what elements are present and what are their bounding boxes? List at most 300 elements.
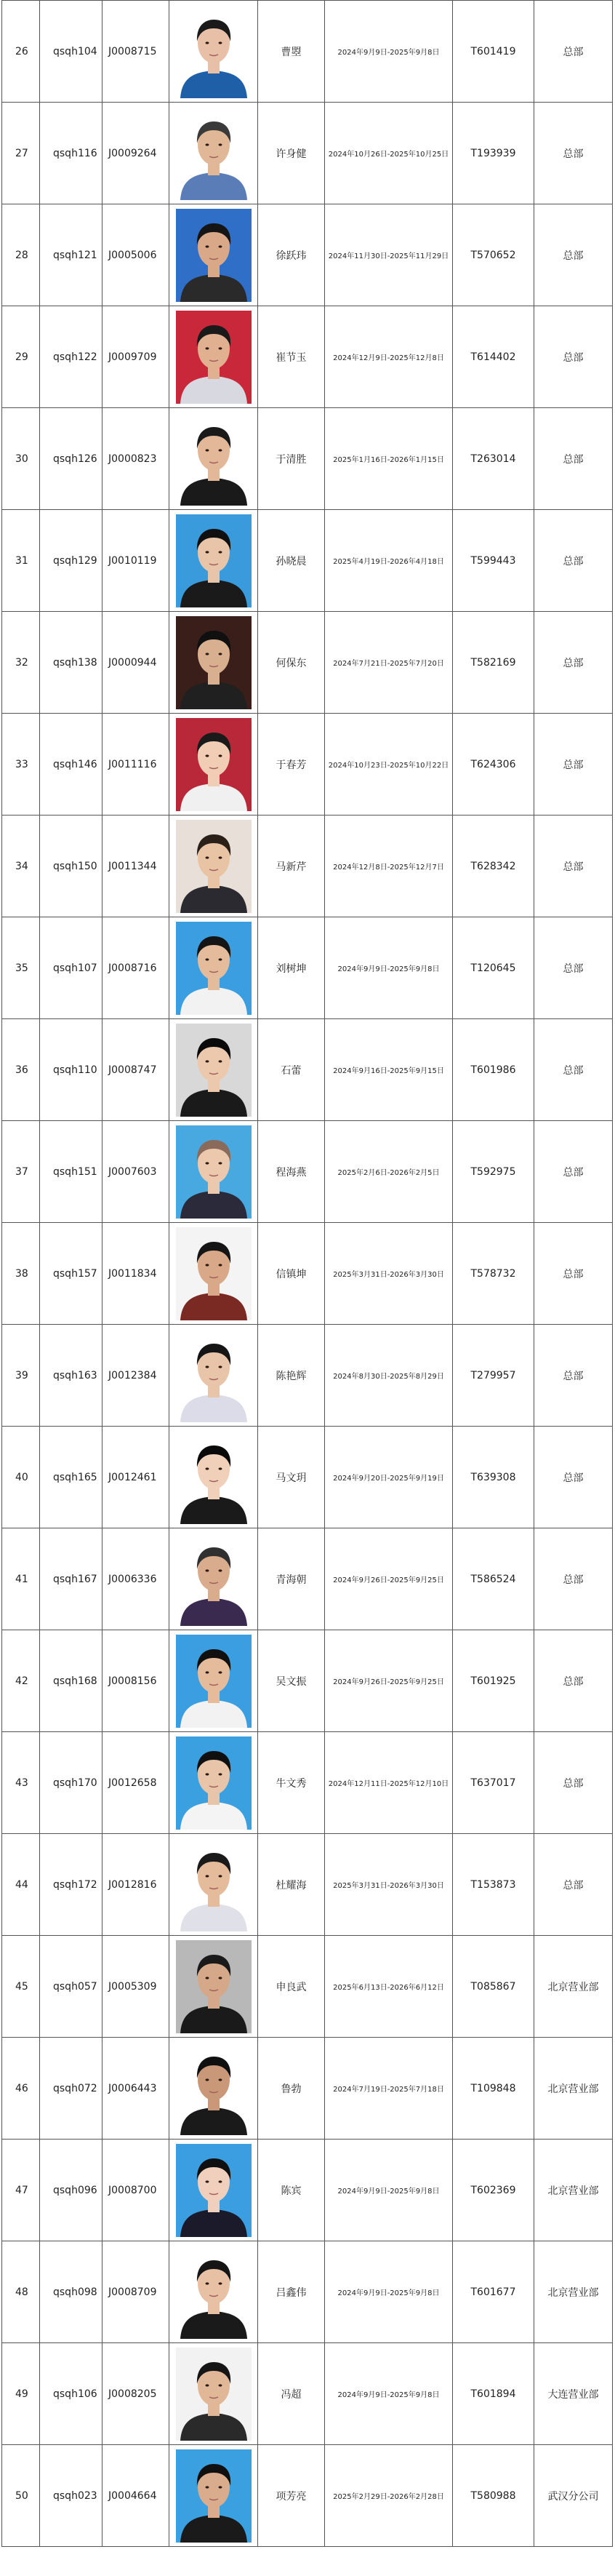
row-number: 40: [2, 1427, 40, 1528]
certificate-number: T085867: [453, 1936, 534, 2038]
photo-eye-left: [205, 1365, 209, 1368]
table-row: [2, 2241, 613, 2343]
employee-id: J0005309: [102, 1936, 169, 2038]
photo-eye-left: [205, 551, 209, 553]
photo-eye-left: [205, 2180, 209, 2182]
department: 总部: [534, 1121, 613, 1223]
staff-name: 杜耀海: [258, 1834, 325, 1936]
staff-code: qsqh138: [40, 612, 102, 714]
table-row: [2, 612, 613, 714]
photo-eye-left: [205, 1264, 209, 1266]
employee-id: J0000823: [102, 408, 169, 510]
validity-period: 2024年12月9日-2025年12月8日: [325, 306, 453, 408]
validity-period: 2024年11月30日-2025年11月29日: [325, 204, 453, 306]
employee-id: J0008747: [102, 1019, 169, 1121]
staff-code: qsqh165: [40, 1427, 102, 1528]
department: 北京营业部: [534, 2038, 613, 2140]
photo-eye-right: [218, 1060, 222, 1062]
certificate-number: T592975: [453, 1121, 534, 1223]
row-number: 35: [2, 917, 40, 1019]
department: 北京营业部: [534, 2241, 613, 2343]
employee-id: J0006336: [102, 1528, 169, 1630]
photo-eye-left: [205, 653, 209, 655]
table-row: [2, 1, 613, 103]
photo-eye-right: [218, 1467, 222, 1470]
photo-cell: [169, 816, 258, 917]
department: 武汉分公司: [534, 2445, 613, 2547]
photo-eye-left: [205, 1162, 209, 1164]
table-row: [2, 1019, 613, 1121]
employee-id: J0009709: [102, 306, 169, 408]
table-row: [2, 204, 613, 306]
staff-name: 马新芹: [258, 816, 325, 917]
department: 总部: [534, 1630, 613, 1732]
staff-name: 许身健: [258, 103, 325, 204]
staff-name: 吴文振: [258, 1630, 325, 1732]
table-row: [2, 1121, 613, 1223]
row-number: 49: [2, 2343, 40, 2445]
photo-eye-left: [205, 41, 209, 44]
photo-cell: [169, 1732, 258, 1834]
photo-cell: [169, 2038, 258, 2140]
portrait-photo: [176, 2246, 252, 2339]
employee-id: J0012461: [102, 1427, 169, 1528]
photo-eye-left: [205, 245, 209, 247]
staff-code: qsqh146: [40, 714, 102, 816]
staff-name: 陈宾: [258, 2140, 325, 2241]
photo-eye-left: [205, 1977, 209, 1979]
photo-eye-right: [218, 1875, 222, 1877]
portrait-photo: [176, 412, 252, 506]
certificate-number: T637017: [453, 1732, 534, 1834]
photo-eye-right: [218, 1569, 222, 1571]
table-row: [2, 1936, 613, 2038]
row-number: 29: [2, 306, 40, 408]
staff-name: 石蕾: [258, 1019, 325, 1121]
validity-period: 2024年7月19日-2025年7月18日: [325, 2038, 453, 2140]
table-row: [2, 1528, 613, 1630]
certificate-number: T601677: [453, 2241, 534, 2343]
certificate-number: T582169: [453, 612, 534, 714]
portrait-photo: [176, 2449, 252, 2543]
staff-code: qsqh121: [40, 204, 102, 306]
employee-id: J0008156: [102, 1630, 169, 1732]
photo-eye-right: [218, 2486, 222, 2488]
staff-name: 崔节玉: [258, 306, 325, 408]
portrait-photo: [176, 1227, 252, 1320]
row-number: 42: [2, 1630, 40, 1732]
employee-id: J0008205: [102, 2343, 169, 2445]
portrait-photo: [176, 1431, 252, 1524]
row-number: 34: [2, 816, 40, 917]
row-number: 36: [2, 1019, 40, 1121]
department: 总部: [534, 816, 613, 917]
department: 总部: [534, 1528, 613, 1630]
photo-cell: [169, 1630, 258, 1732]
department: 总部: [534, 306, 613, 408]
department: 总部: [534, 612, 613, 714]
employee-id: J0011116: [102, 714, 169, 816]
validity-period: 2024年9月16日-2025年9月15日: [325, 1019, 453, 1121]
row-number: 31: [2, 510, 40, 612]
certificate-number: T109848: [453, 2038, 534, 2140]
staff-code: qsqh106: [40, 2343, 102, 2445]
photo-eye-left: [205, 1569, 209, 1571]
certificate-number: T628342: [453, 816, 534, 917]
photo-eye-right: [218, 1773, 222, 1775]
portrait-photo: [176, 1736, 252, 1830]
photo-eye-right: [218, 347, 222, 349]
staff-name: 陈艳辉: [258, 1325, 325, 1427]
photo-eye-left: [205, 1875, 209, 1877]
photo-cell: [169, 1223, 258, 1325]
department: 总部: [534, 510, 613, 612]
staff-name: 青海朝: [258, 1528, 325, 1630]
table-row: [2, 1427, 613, 1528]
staff-code: qsqh150: [40, 816, 102, 917]
staff-code: qsqh096: [40, 2140, 102, 2241]
employee-id: J0006443: [102, 2038, 169, 2140]
table-row: [2, 816, 613, 917]
certificate-number: T614402: [453, 306, 534, 408]
staff-code: qsqh122: [40, 306, 102, 408]
validity-period: 2025年3月31日-2026年3月30日: [325, 1223, 453, 1325]
validity-period: 2024年7月21日-2025年7月20日: [325, 612, 453, 714]
staff-name: 项芳亮: [258, 2445, 325, 2547]
photo-eye-left: [205, 958, 209, 960]
portrait-photo: [176, 2348, 252, 2441]
photo-cell: [169, 204, 258, 306]
validity-period: 2025年6月13日-2026年6月12日: [325, 1936, 453, 2038]
staff-code: qsqh023: [40, 2445, 102, 2547]
staff-code: qsqh129: [40, 510, 102, 612]
department: 大连营业部: [534, 2343, 613, 2445]
employee-id: J0008715: [102, 1, 169, 103]
photo-eye-right: [218, 143, 222, 145]
staff-code: qsqh163: [40, 1325, 102, 1427]
department: 总部: [534, 204, 613, 306]
row-number: 47: [2, 2140, 40, 2241]
photo-eye-left: [205, 2078, 209, 2081]
table-row: [2, 1325, 613, 1427]
certificate-number: T624306: [453, 714, 534, 816]
photo-eye-left: [205, 347, 209, 349]
staff-name: 何保东: [258, 612, 325, 714]
table-row: [2, 1732, 613, 1834]
certificate-number: T639308: [453, 1427, 534, 1528]
row-number: 44: [2, 1834, 40, 1936]
row-number: 45: [2, 1936, 40, 2038]
portrait-photo: [176, 1125, 252, 1219]
employee-id: J0005006: [102, 204, 169, 306]
portrait-photo: [176, 1329, 252, 1422]
row-number: 48: [2, 2241, 40, 2343]
department: 总部: [534, 1834, 613, 1936]
photo-eye-right: [218, 245, 222, 247]
table-row: [2, 2038, 613, 2140]
portrait-photo: [176, 1635, 252, 1728]
employee-id: J0012816: [102, 1834, 169, 1936]
photo-cell: [169, 306, 258, 408]
table-row: [2, 408, 613, 510]
row-number: 38: [2, 1223, 40, 1325]
photo-cell: [169, 2343, 258, 2445]
staff-name: 吕鑫伟: [258, 2241, 325, 2343]
staff-code: qsqh104: [40, 1, 102, 103]
photo-cell: [169, 103, 258, 204]
photo-eye-right: [218, 449, 222, 451]
certificate-number: T601986: [453, 1019, 534, 1121]
staff-name: 徐跃玮: [258, 204, 325, 306]
portrait-photo: [176, 2042, 252, 2135]
photo-eye-right: [218, 2384, 222, 2386]
staff-name: 牛文秀: [258, 1732, 325, 1834]
photo-eye-left: [205, 754, 209, 757]
validity-period: 2025年1月16日-2026年1月15日: [325, 408, 453, 510]
photo-eye-right: [218, 856, 222, 858]
table-row: [2, 103, 613, 204]
portrait-photo: [176, 616, 252, 709]
staff-code: qsqh057: [40, 1936, 102, 2038]
staff-name: 马文玥: [258, 1427, 325, 1528]
photo-cell: [169, 917, 258, 1019]
photo-eye-right: [218, 2078, 222, 2081]
row-number: 33: [2, 714, 40, 816]
staff-code: qsqh151: [40, 1121, 102, 1223]
certificate-number: T602369: [453, 2140, 534, 2241]
row-number: 32: [2, 612, 40, 714]
row-number: 41: [2, 1528, 40, 1630]
table-row: [2, 1223, 613, 1325]
certificate-number: T570652: [453, 204, 534, 306]
photo-eye-left: [205, 856, 209, 858]
photo-eye-right: [218, 653, 222, 655]
portrait-photo: [176, 514, 252, 607]
certificate-number: T578732: [453, 1223, 534, 1325]
staff-name: 刘树坤: [258, 917, 325, 1019]
validity-period: 2024年9月9日-2025年9月8日: [325, 2140, 453, 2241]
staff-name: 曹曌: [258, 1, 325, 103]
portrait-photo: [176, 1024, 252, 1117]
table-row: [2, 1834, 613, 1936]
photo-cell: [169, 2140, 258, 2241]
employee-id: J0010119: [102, 510, 169, 612]
photo-cell: [169, 2241, 258, 2343]
staff-code: qsqh172: [40, 1834, 102, 1936]
staff-table: [1, 0, 613, 2547]
portrait-photo: [176, 311, 252, 404]
photo-cell: [169, 1019, 258, 1121]
portrait-photo: [176, 209, 252, 302]
photo-eye-left: [205, 2486, 209, 2488]
photo-eye-left: [205, 2384, 209, 2386]
certificate-number: T586524: [453, 1528, 534, 1630]
photo-eye-left: [205, 449, 209, 451]
validity-period: 2024年10月23日-2025年10月22日: [325, 714, 453, 816]
staff-name: 程海燕: [258, 1121, 325, 1223]
portrait-photo: [176, 107, 252, 200]
photo-eye-right: [218, 1162, 222, 1164]
department: 总部: [534, 917, 613, 1019]
staff-name: 于清胜: [258, 408, 325, 510]
department: 总部: [534, 1427, 613, 1528]
portrait-photo: [176, 820, 252, 913]
validity-period: 2024年9月9日-2025年9月8日: [325, 1, 453, 103]
photo-cell: [169, 1121, 258, 1223]
photo-cell: [169, 1325, 258, 1427]
certificate-number: T599443: [453, 510, 534, 612]
photo-eye-left: [205, 2282, 209, 2284]
photo-cell: [169, 408, 258, 510]
photo-cell: [169, 612, 258, 714]
validity-period: 2024年8月30日-2025年8月29日: [325, 1325, 453, 1427]
employee-id: J0008700: [102, 2140, 169, 2241]
validity-period: 2024年12月11日-2025年12月10日: [325, 1732, 453, 1834]
employee-id: J0007603: [102, 1121, 169, 1223]
table-row: [2, 917, 613, 1019]
certificate-number: T279957: [453, 1325, 534, 1427]
photo-eye-left: [205, 1773, 209, 1775]
staff-code: qsqh107: [40, 917, 102, 1019]
department: 总部: [534, 1019, 613, 1121]
validity-period: 2024年12月8日-2025年12月7日: [325, 816, 453, 917]
table-row: [2, 714, 613, 816]
department: 总部: [534, 1, 613, 103]
photo-eye-left: [205, 1467, 209, 1470]
row-number: 50: [2, 2445, 40, 2547]
photo-eye-right: [218, 551, 222, 553]
certificate-number: T601419: [453, 1, 534, 103]
photo-cell: [169, 714, 258, 816]
department: 总部: [534, 408, 613, 510]
table-row: [2, 510, 613, 612]
row-number: 27: [2, 103, 40, 204]
row-number: 43: [2, 1732, 40, 1834]
row-number: 28: [2, 204, 40, 306]
row-number: 46: [2, 2038, 40, 2140]
staff-code: qsqh157: [40, 1223, 102, 1325]
employee-id: J0011834: [102, 1223, 169, 1325]
certificate-number: T120645: [453, 917, 534, 1019]
photo-cell: [169, 1, 258, 103]
portrait-photo: [176, 5, 252, 98]
staff-name: 孙晓晨: [258, 510, 325, 612]
certificate-number: T601894: [453, 2343, 534, 2445]
employee-id: J0012658: [102, 1732, 169, 1834]
photo-eye-right: [218, 958, 222, 960]
photo-eye-right: [218, 1671, 222, 1673]
photo-eye-right: [218, 1365, 222, 1368]
photo-eye-right: [218, 754, 222, 757]
employee-id: J0008716: [102, 917, 169, 1019]
staff-name: 信镇坤: [258, 1223, 325, 1325]
staff-name: 冯超: [258, 2343, 325, 2445]
row-number: 37: [2, 1121, 40, 1223]
validity-period: 2024年9月9日-2025年9月8日: [325, 2241, 453, 2343]
photo-cell: [169, 1528, 258, 1630]
photo-eye-left: [205, 1671, 209, 1673]
portrait-photo: [176, 1940, 252, 2033]
employee-id: J0012384: [102, 1325, 169, 1427]
portrait-photo: [176, 922, 252, 1015]
certificate-number: T580988: [453, 2445, 534, 2547]
validity-period: 2024年10月26日-2025年10月25日: [325, 103, 453, 204]
photo-cell: [169, 1427, 258, 1528]
employee-id: J0008709: [102, 2241, 169, 2343]
department: 总部: [534, 714, 613, 816]
table-row: [2, 2140, 613, 2241]
staff-name: 申良武: [258, 1936, 325, 2038]
staff-code: qsqh098: [40, 2241, 102, 2343]
table-row: [2, 306, 613, 408]
employee-id: J0000944: [102, 612, 169, 714]
row-number: 39: [2, 1325, 40, 1427]
photo-cell: [169, 1834, 258, 1936]
staff-code: qsqh110: [40, 1019, 102, 1121]
photo-cell: [169, 510, 258, 612]
photo-eye-right: [218, 1977, 222, 1979]
staff-name: 鲁勃: [258, 2038, 325, 2140]
validity-period: 2024年9月26日-2025年9月25日: [325, 1528, 453, 1630]
validity-period: 2024年9月26日-2025年9月25日: [325, 1630, 453, 1732]
photo-eye-right: [218, 41, 222, 44]
table-body: [2, 1, 613, 2547]
table-row: [2, 2445, 613, 2547]
employee-id: J0009264: [102, 103, 169, 204]
staff-code: qsqh116: [40, 103, 102, 204]
photo-eye-left: [205, 143, 209, 145]
validity-period: 2024年9月9日-2025年9月8日: [325, 2343, 453, 2445]
portrait-photo: [176, 718, 252, 811]
employee-id: J0004664: [102, 2445, 169, 2547]
portrait-photo: [176, 1838, 252, 1931]
employee-id: J0011344: [102, 816, 169, 917]
staff-code: qsqh167: [40, 1528, 102, 1630]
department: 北京营业部: [534, 2140, 613, 2241]
table-row: [2, 1630, 613, 1732]
certificate-number: T153873: [453, 1834, 534, 1936]
photo-cell: [169, 1936, 258, 2038]
validity-period: 2025年3月31日-2026年3月30日: [325, 1834, 453, 1936]
certificate-number: T263014: [453, 408, 534, 510]
validity-period: 2024年9月20日-2025年9月19日: [325, 1427, 453, 1528]
department: 总部: [534, 1732, 613, 1834]
portrait-photo: [176, 1533, 252, 1626]
department: 总部: [534, 103, 613, 204]
photo-eye-left: [205, 1060, 209, 1062]
validity-period: 2025年2月29日-2026年2月28日: [325, 2445, 453, 2547]
photo-eye-right: [218, 1264, 222, 1266]
staff-code: qsqh126: [40, 408, 102, 510]
department: 北京营业部: [534, 1936, 613, 2038]
table-row: [2, 2343, 613, 2445]
validity-period: 2024年9月9日-2025年9月8日: [325, 917, 453, 1019]
row-number: 26: [2, 1, 40, 103]
department: 总部: [534, 1325, 613, 1427]
validity-period: 2025年4月19日-2026年4月18日: [325, 510, 453, 612]
photo-eye-right: [218, 2282, 222, 2284]
department: 总部: [534, 1223, 613, 1325]
staff-code: qsqh072: [40, 2038, 102, 2140]
certificate-number: T601925: [453, 1630, 534, 1732]
photo-cell: [169, 2445, 258, 2547]
staff-name: 于春芳: [258, 714, 325, 816]
validity-period: 2025年2月6日-2026年2月5日: [325, 1121, 453, 1223]
row-number: 30: [2, 408, 40, 510]
staff-code: qsqh168: [40, 1630, 102, 1732]
staff-code: qsqh170: [40, 1732, 102, 1834]
photo-eye-right: [218, 2180, 222, 2182]
